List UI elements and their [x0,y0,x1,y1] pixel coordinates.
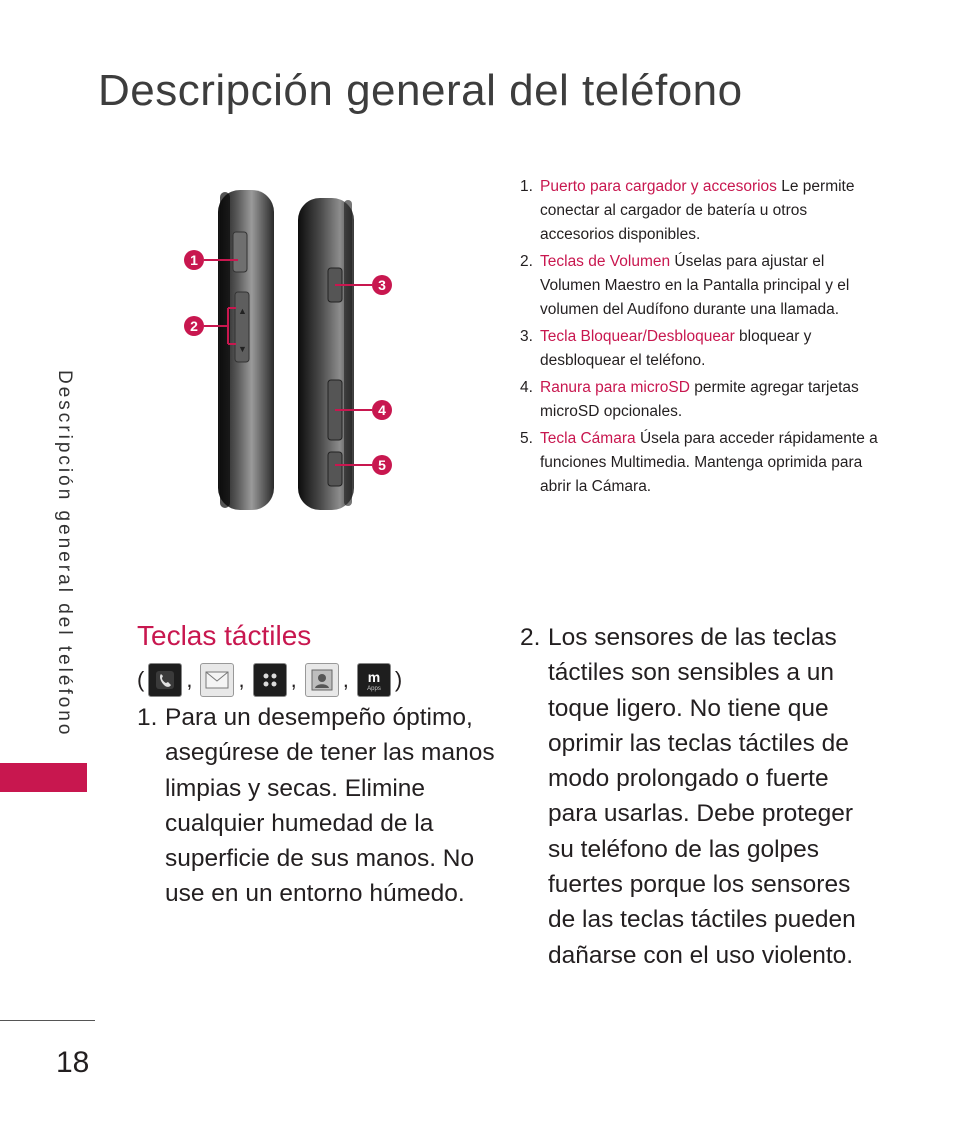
list-item [520,250,880,322]
touch-key-icons [137,663,402,697]
paragraph-1 [137,700,499,912]
side-section-label: Descripción general del teléfono [54,370,75,738]
svg-text:Apps: Apps [366,686,381,692]
svg-text:m: m [367,669,381,685]
svg-text:▼: ▼ [238,344,247,354]
item-number: 2. [520,253,533,270]
page-number: 18 [56,1046,90,1079]
part-term: Tecla Bloquear/Desbloquear [540,328,735,345]
list-item [520,376,880,424]
part-description: Úsela para acceder rápidamente a funciones Multimedia. Mantenga oprimida para abrir la Cámara. [540,430,878,495]
contacts-icon [305,663,339,697]
separator: , [290,667,297,692]
paragraph-text: Los sensores de las teclas táctiles son sensibles a un toque ligero. No tiene que oprimir las teclas táctiles de modo prolongado o fuerte para usarlas. Debe proteger su teléfono de las golpes fuertes porque los sensores de las teclas táctiles pueden dañarse con el uso violento. [548,624,856,969]
svg-text:4: 4 [378,402,386,418]
menu-grid-icon [253,663,287,697]
part-description: permite agregar tarjetas microSD opcionales. [540,379,859,420]
apps-icon [357,663,391,697]
section-tab-marker [0,763,87,792]
close-paren: ) [394,667,403,692]
part-description: Le permite conectar al cargador de batería u otros accesorios disponibles. [540,178,855,243]
envelope-icon [200,663,234,697]
footer-rule [0,1020,95,1021]
open-paren: ( [137,667,145,692]
item-number: 1. [520,178,533,195]
item-number: 4. [520,379,533,396]
callout-3 [372,275,392,295]
svg-text:2: 2 [190,318,198,334]
part-term: Ranura para microSD [540,379,690,396]
parts-list [520,175,880,502]
paragraph-number: 2. [520,624,541,651]
page-title: Descripción general del teléfono [98,66,743,115]
separator: , [238,667,245,692]
separator: , [186,667,193,692]
list-item [520,175,880,247]
part-term: Teclas de Volumen [540,253,671,270]
list-item [520,325,880,373]
phone-icon [148,663,182,697]
paragraph-text: Para un desempeño óptimo, asegúrese de tener las manos limpias y secas. Elimine cualquier humedad de la superficie de sus manos. No use en un entorno húmedo. [165,704,495,908]
item-number: 5. [520,430,533,447]
svg-text:3: 3 [378,277,386,293]
part-description: bloquear y desbloquear el teléfono. [540,328,812,369]
item-number: 3. [520,328,533,345]
paragraph-2 [520,620,870,973]
svg-text:▲: ▲ [238,306,247,316]
part-term: Tecla Cámara [540,430,636,447]
touch-keys-heading: Teclas táctiles [137,620,312,651]
callout-4 [372,400,392,420]
svg-text:5: 5 [378,457,386,473]
svg-text:1: 1 [190,252,198,268]
list-item [520,427,880,499]
callout-1 [184,250,204,270]
part-term: Puerto para cargador y accesorios [540,178,777,195]
part-description: Úselas para ajustar el Volumen Maestro en la Pantalla principal y el volumen del Audífono durante una llamada. [540,253,850,318]
phone-side-view-figure [178,180,408,525]
callout-2 [184,316,204,336]
separator: , [342,667,349,692]
paragraph-number: 1. [137,704,158,731]
callout-5 [372,455,392,475]
